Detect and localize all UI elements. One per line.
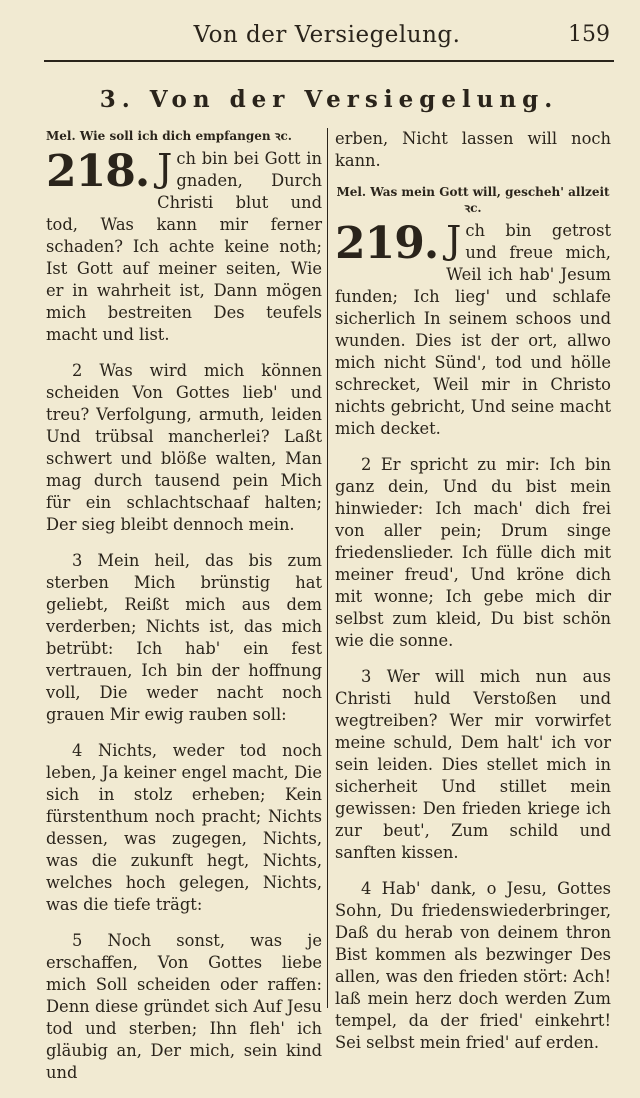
page-number: 159 <box>568 22 610 47</box>
hymn-218-verse-3: 3 Mein heil, das bis zum sterben Mich brünstig hat geliebt, Reißt mich aus dem verderben; Nichts ist, das mich betrübt: Ich hab' ein fest vertrauen, Ich bin der hoffnung voll, Die weder nacht noch grauen Mir ewig rauben soll: <box>46 551 322 724</box>
hymn-218-verse-4: 4 Nichts, weder tod noch leben, Ja keiner engel macht, Die sich in stolz erheben; Kein fürstenthum noch pracht; Nichts dessen, was zugegen, Nichts, was die zukunft hegt, Nichts, welches hoch gelegen, Nichts, was die tiefe trägt: <box>46 741 322 914</box>
hymn-219-verse-4: 4 Hab' dank, o Jesu, Gottes Sohn, Du friedenswiederbringer, Daß du herab von deinem thron Bist kommen als bezwinger Des allen, was den frieden stört: Ach! laß mein herz doch werden Zum tempel, da der fried' einkehrt! Sei selbst mein fried' auf erden. <box>335 879 611 1052</box>
running-title: Von der Versiegelung. <box>193 22 461 48</box>
hymn-219-number: 219. <box>335 218 439 269</box>
hymn-218-verse-2: 2 Was wird mich können scheiden Von Gottes lieb' und treu? Verfolgung, armuth, leiden Und trübsal mancherlei? Laßt schwert und blöße walten, Man mag durch tausend pein Mich für ein schlachtschaaf halten; Der sieg bleibt dennoch mein. <box>46 361 322 534</box>
right-column <box>335 128 611 1068</box>
hymn-219-verse-1 <box>335 220 611 440</box>
hymn-218-verse-5: 5 Noch sonst, was je erschaffen, Von Gottes liebe mich Soll scheiden oder raffen: Denn diese gründet sich Auf Jesu tod und sterben; Ihn fleh' ich gläubig an, Der mich, sein kind und <box>46 931 322 1082</box>
header-rule <box>44 60 614 62</box>
hymn-219-verse-2: 2 Er spricht zu mir: Ich bin ganz dein, Und du bist mein hinwieder: Ich mach' dich frei von aller pein; Drum singe friedenslieder. Ich fülle dich mit meiner freud', Und kröne dich mit wonne; Ich gebe mich dir selbst zum kleid, Du bist schön wie die sonne. <box>335 455 611 650</box>
hymn-218-verse-1 <box>46 148 322 346</box>
hymn-218-verse-5-continued: erben, Nicht lassen will noch kann. <box>335 129 611 170</box>
hymn-219-verse-3: 3 Wer will mich nun aus Christi huld Verstoßen und wegtreiben? Wer mir vorwirfet meine schuld, Dem halt' ich vor sein leiden. Dies stellet mich in sicherheit Und stillet mein gewissen: Den frieden kriege ich zur beut', Zum schild und sanften kissen. <box>335 667 611 862</box>
hymn-218-melody: Mel. Wie soll ich dich empfangen ꝛc. <box>46 129 292 143</box>
left-column <box>46 128 322 1098</box>
section-title: 3. Von der Versiegelung. <box>99 86 559 113</box>
hymn-218-drop-letter: J <box>157 146 173 190</box>
hymn-219-melody: Mel. Was mein Gott will, gescheh' allzeit ꝛc. <box>336 185 610 215</box>
hymn-219-drop-letter: J <box>446 218 462 262</box>
column-divider <box>327 128 328 1008</box>
hymn-218-number: 218. <box>46 146 150 197</box>
hymn-219-verse-1-text: ch bin getrost und freue mich, Weil ich hab' Jesum funden; Ich lieg' und schlafe sicherlich In seinem schoos und wunden. Dies ist der ort, allwo mich nicht Sünd', tod und hölle schrecket, Weil mir in Christo nichts gebricht, Und seine macht mich decket. <box>335 221 611 438</box>
page-header <box>44 22 610 56</box>
hymn-218-verse-1-text: ch bin bei Gott in gnaden, Durch Christi blut und tod, Was kann mir ferner schaden? Ich achte keine noth; Ist Gott auf meiner seiten, Wie er in wahrheit ist, Dann mögen mich bestreiten Des teufels macht und list. <box>46 149 322 344</box>
